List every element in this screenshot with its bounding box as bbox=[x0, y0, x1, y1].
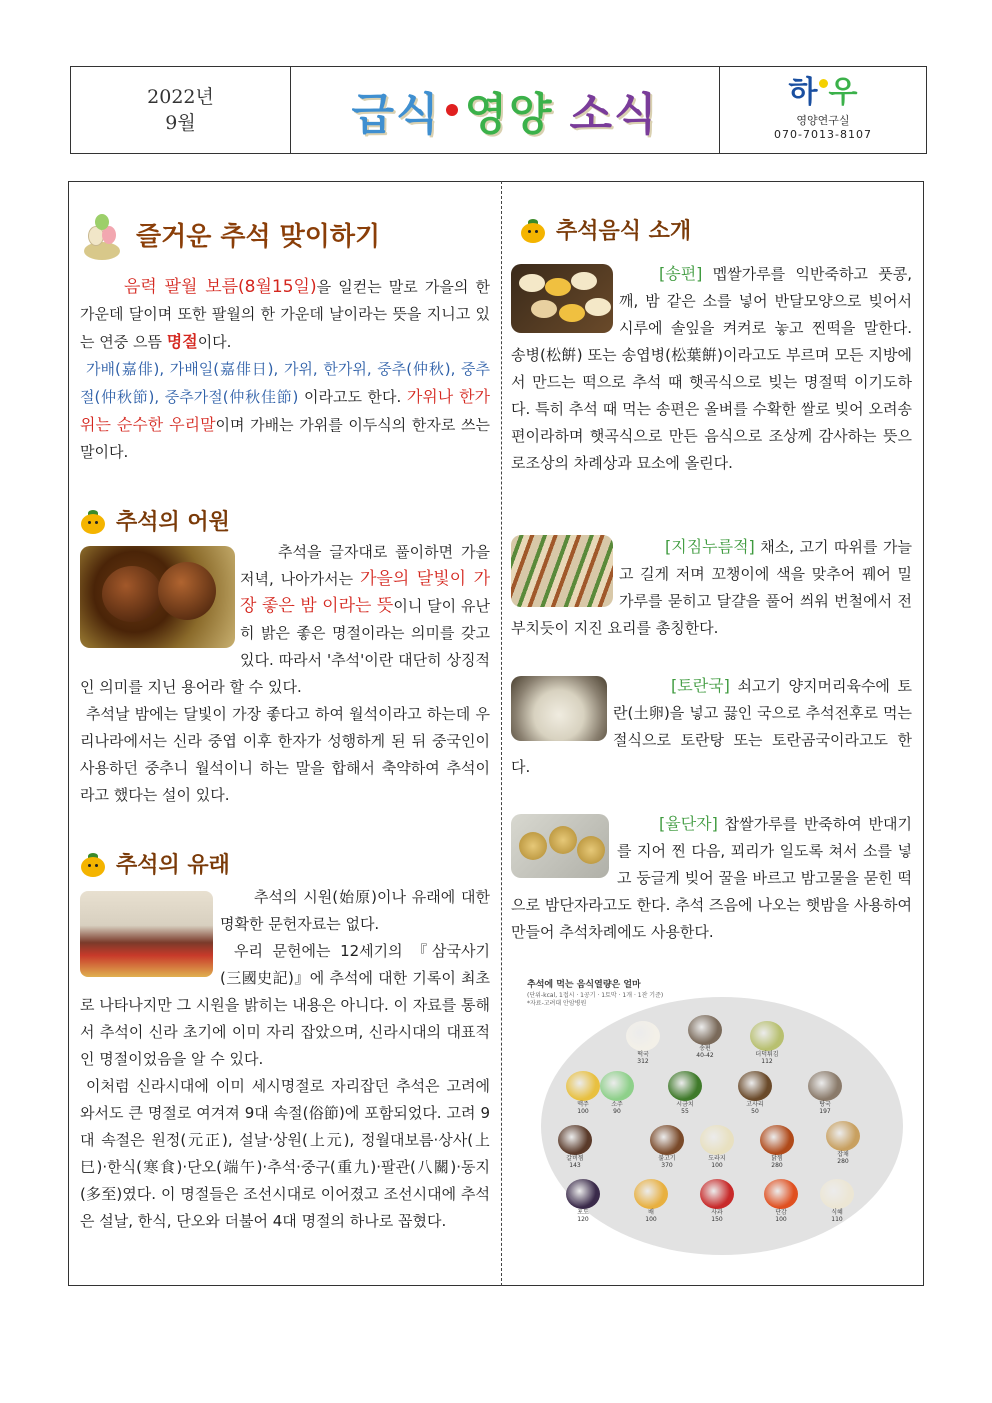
yuldan-name: [율단자] bbox=[659, 814, 718, 833]
jeok-text: 채소, 고기 따위를 가늘고 길게 저며 꼬챙이에 색을 맞추어 꿰어 밀가루를 묻히고 달걀을 풀어 씌워 번철에서 전부치듯이 지진 요리를 총칭한다. bbox=[511, 538, 912, 637]
food-image bbox=[688, 1015, 722, 1045]
food-kcal: 150 bbox=[711, 1216, 723, 1223]
pure-korean-text: 가위나 한가위는 순수한 우리말 bbox=[80, 387, 490, 434]
lab-phone: 070-7013-8107 bbox=[774, 128, 872, 141]
lab-logo bbox=[788, 75, 858, 110]
food-name: 떡국 bbox=[637, 1051, 649, 1058]
food-image bbox=[750, 1021, 784, 1051]
intro-paragraph bbox=[80, 274, 490, 356]
food-name: 포도 bbox=[577, 1209, 589, 1216]
food-kcal: 50 bbox=[751, 1108, 759, 1115]
infographic-unit: (단위-kcal, 1접시 · 1공기 · 1토막 · 1개 · 1잔 기준) bbox=[527, 992, 664, 999]
origin-body bbox=[80, 539, 490, 809]
main-title-text: 즐거운 추석 맞이하기 bbox=[136, 221, 381, 252]
food-image bbox=[668, 1071, 702, 1101]
food-section-title bbox=[520, 214, 912, 248]
food-item bbox=[815, 1121, 871, 1165]
main-section-title bbox=[80, 212, 490, 262]
songpyeon-name: [송편] bbox=[659, 264, 703, 283]
issue-month: 9월 bbox=[165, 112, 196, 134]
yuldan-text: 찹쌀가루를 반죽하여 반대기를 지어 찐 다음, 꾀리가 일도록 쳐서 소를 넣고 둥글게 빚어 꿀을 바르고 밤고물을 묻힌 떡으로 밤단자라고도 한다. 추석 즈음에 나오는 햇밤을 사용하여 만들어 추석차례에도 사용한다. bbox=[511, 815, 912, 941]
food-kcal: 312 bbox=[637, 1058, 649, 1065]
food-name: 고사리 bbox=[746, 1101, 764, 1108]
aliases-paragraph bbox=[80, 356, 490, 466]
food-section-title-text: 추석음식 소개 bbox=[556, 218, 692, 244]
food-name: 도라지 bbox=[708, 1155, 726, 1162]
food-item bbox=[749, 1125, 805, 1169]
aliases-list: 가배(嘉俳), 가배일(嘉俳日), 가위, 한가위, 중추(仲秋), 중추절(仲秋節), 중추가절(仲秋佳節) bbox=[80, 360, 490, 406]
newsletter-title bbox=[291, 67, 720, 153]
food-image bbox=[820, 1179, 854, 1209]
newsletter-header bbox=[70, 66, 927, 154]
origin-text-b: 이니 달이 유난히 밝은 좋은 명절이라는 의미를 갖고 있다. 따라서 '추석'이란 대단히 상징적인 의미를 지닌 용어라 할 수 있다. bbox=[80, 597, 490, 696]
food-item bbox=[727, 1071, 783, 1115]
food-kcal: 90 bbox=[613, 1108, 621, 1115]
food-image bbox=[826, 1121, 860, 1151]
infographic-title: 추석에 먹는 음식열량은 얼마 bbox=[527, 980, 641, 990]
food-name: 불고기 bbox=[658, 1155, 676, 1162]
food-kcal: 100 bbox=[775, 1216, 787, 1223]
origin-section bbox=[80, 505, 490, 539]
lab-info bbox=[720, 67, 926, 153]
food-name: 닭찜 bbox=[771, 1155, 783, 1162]
songpyeon-text: 멥쌀가루를 익반죽하고 풋콩, 깨, 밤 같은 소를 넣어 반달모양으로 빚어서 시루에 솔잎을 켜켜로 놓고 찐떡을 말한다. 송병(松餠) 또는 송엽병(松葉餠)이라고도 부르며 모든 지방에서 만드는 떡으로 추석 때 햇곡식으로 빚는 명절떡 이기도하다. 특히 추석 때 먹는 송편은 올벼를 수확한 쌀로 빚어 오려송편이라하며 햇곡식으로 만든 음식으로 조상께 감사하는 뜻으로조상의 차례상과 묘소에 올린다. bbox=[511, 265, 912, 472]
food-image bbox=[738, 1071, 772, 1101]
food-name: 더덕튀김 bbox=[755, 1051, 779, 1058]
title-part-nutrition: 영양 bbox=[464, 89, 554, 140]
origin-paragraph-2: 추석날 밤에는 달빛이 가장 좋다고 하여 월석이라고 하는데 우리나라에서는 신라 중엽 이후 한자가 성행하게 된 뒤 중국인이 사용하던 중추니 월석이니 하는 말을 합해서 축약하여 추석이라고 했다는 설이 있다. bbox=[80, 705, 490, 804]
calorie-infographic bbox=[527, 975, 909, 1255]
food-name: 사과 bbox=[711, 1209, 723, 1216]
food-kcal: 112 bbox=[761, 1058, 773, 1065]
songpyeon-desc bbox=[511, 260, 912, 477]
history-paragraph-3: 이처럼 신라시대에 이미 세시명절로 자리잡던 추석은 고려에 와서도 큰 명절로 여겨져 9대 속절(俗節)에 포함되었다. 고려 9대 속절은 원정(元正), 설날·상원(上元), 정월대보름·상사(上巳)·한식(寒食)·단오(端午)·추석·중구(重九)·팔관(八關)·동지(多至)였다. 이 명절들은 조선시대로 이어졌고 조선시대에 추석은 설날, 한식, 단오와 더불어 4대 명절의 하나로 꼽혔다. bbox=[80, 1077, 490, 1230]
holiday-word: 명절 bbox=[166, 332, 198, 351]
food-item bbox=[623, 1179, 679, 1223]
jeok-desc bbox=[511, 533, 912, 642]
food-image bbox=[808, 1071, 842, 1101]
food-kcal: 110 bbox=[831, 1216, 843, 1223]
moonlight-text: 가을의 달빛이 가장 좋은 밤 이라는 뜻 bbox=[240, 569, 490, 616]
infographic-subtitle bbox=[527, 992, 663, 1008]
food-item bbox=[677, 1015, 733, 1059]
history-paragraph-2: 우리 문헌에는 12세기의 『삼국사기(三國史記)』에 추석에 대한 기록이 최초로 나타나지만 그 시원을 밝히는 내용은 아니다. 이 자료를 통해서 추석이 신라 초기에 이미 자리 잡았으며, 신라시대의 대표적인 명절이었음을 알 수 있다. bbox=[80, 942, 490, 1068]
food-name: 소주 bbox=[611, 1101, 623, 1108]
food-image bbox=[600, 1071, 634, 1101]
songpyeon-icon bbox=[80, 212, 124, 262]
food-name: 시금치 bbox=[676, 1101, 694, 1108]
chick-icon bbox=[520, 219, 546, 243]
logo-dot bbox=[819, 79, 828, 88]
jeok-name: [지짐누름적] bbox=[665, 537, 755, 556]
history-paragraph-1: 추석의 시원(始原)이나 유래에 대한 명확한 문헌자료는 없다. bbox=[220, 888, 490, 933]
issue-date bbox=[71, 67, 291, 153]
food-name: 배 bbox=[648, 1209, 654, 1216]
food-item bbox=[753, 1179, 809, 1223]
origin-title bbox=[80, 505, 490, 539]
logo-right: 우 bbox=[828, 75, 858, 110]
food-item bbox=[639, 1125, 695, 1169]
food-kcal: 100 bbox=[577, 1108, 589, 1115]
food-image bbox=[650, 1125, 684, 1155]
logo-left: 하 bbox=[788, 75, 818, 110]
food-name: 갈비찜 bbox=[566, 1155, 584, 1162]
aliases-end-text: 이며 가배는 가위를 이두식의 한자로 쓰는 말이다. bbox=[80, 416, 490, 461]
issue-year: 2022년 bbox=[147, 86, 214, 108]
food-item bbox=[547, 1125, 603, 1169]
column-divider bbox=[501, 181, 502, 1286]
food-item bbox=[797, 1071, 853, 1115]
food-item bbox=[657, 1071, 713, 1115]
title-part-meal: 급식 bbox=[351, 89, 441, 140]
toran-desc bbox=[511, 672, 912, 781]
history-title bbox=[80, 848, 490, 882]
yuldan-desc bbox=[511, 810, 912, 946]
food-item bbox=[689, 1125, 745, 1169]
food-image bbox=[700, 1125, 734, 1155]
food-kcal: 280 bbox=[771, 1162, 783, 1169]
chick-icon bbox=[80, 510, 106, 534]
food-kcal: 197 bbox=[819, 1108, 831, 1115]
food-image bbox=[566, 1179, 600, 1209]
lunar-date-text: 음력 팔월 보름(8월15일) bbox=[124, 277, 317, 297]
food-image bbox=[760, 1125, 794, 1155]
food-kcal: 40-42 bbox=[696, 1052, 714, 1059]
origin-text-a: 추석을 글자대로 풀이하면 가을 저녁, 나아가서는 bbox=[240, 543, 490, 588]
food-kcal: 143 bbox=[569, 1162, 581, 1169]
aliases-text: 이라고도 한다. bbox=[298, 388, 407, 406]
food-kcal: 100 bbox=[711, 1162, 723, 1169]
food-image bbox=[764, 1179, 798, 1209]
food-kcal: 100 bbox=[645, 1216, 657, 1223]
food-item bbox=[589, 1071, 645, 1115]
left-column bbox=[80, 212, 490, 466]
food-item bbox=[739, 1021, 795, 1065]
lab-name: 영양연구실 bbox=[796, 114, 850, 127]
food-image bbox=[626, 1021, 660, 1051]
food-kcal: 370 bbox=[661, 1162, 673, 1169]
food-kcal: 280 bbox=[837, 1158, 849, 1165]
food-kcal: 120 bbox=[577, 1216, 589, 1223]
food-name: 송편 bbox=[699, 1045, 711, 1052]
history-title-text: 추석의 유래 bbox=[116, 852, 230, 878]
intro-end-text: 이다. bbox=[197, 333, 232, 351]
food-name: 맥주 bbox=[577, 1101, 589, 1108]
food-name: 잡채 bbox=[837, 1151, 849, 1158]
food-image bbox=[634, 1179, 668, 1209]
food-item bbox=[689, 1179, 745, 1223]
intro-text: 을 일컫는 말로 가을의 한 가운데 달이며 또한 팔월의 한 가운데 날이라는 뜻을 지니고 있는 연중 으뜸 bbox=[80, 278, 490, 351]
food-image bbox=[558, 1125, 592, 1155]
food-item bbox=[615, 1021, 671, 1065]
toran-text: 쇠고기 양지머리육수에 토란(土卵)을 넣고 끓인 국으로 추석전후로 먹는 절식으로 토란탕 또는 토란곰국이라고도 한다. bbox=[511, 677, 912, 776]
food-item bbox=[809, 1179, 865, 1223]
history-section bbox=[80, 848, 490, 882]
title-dot bbox=[446, 104, 458, 116]
right-column bbox=[520, 214, 912, 248]
title-part-news: 소식 bbox=[569, 89, 659, 140]
infographic-source: *자료-고려대 안암병원 bbox=[527, 1000, 587, 1007]
food-name: 단감 bbox=[775, 1209, 787, 1216]
food-name: 탕국 bbox=[819, 1101, 831, 1108]
chick-icon bbox=[80, 853, 106, 877]
history-body bbox=[80, 884, 490, 1235]
food-image bbox=[700, 1179, 734, 1209]
food-kcal: 55 bbox=[681, 1108, 689, 1115]
origin-title-text: 추석의 어원 bbox=[116, 509, 230, 535]
food-name: 식혜 bbox=[831, 1209, 843, 1216]
food-item bbox=[555, 1179, 611, 1223]
toran-name: [토란국] bbox=[671, 676, 730, 695]
